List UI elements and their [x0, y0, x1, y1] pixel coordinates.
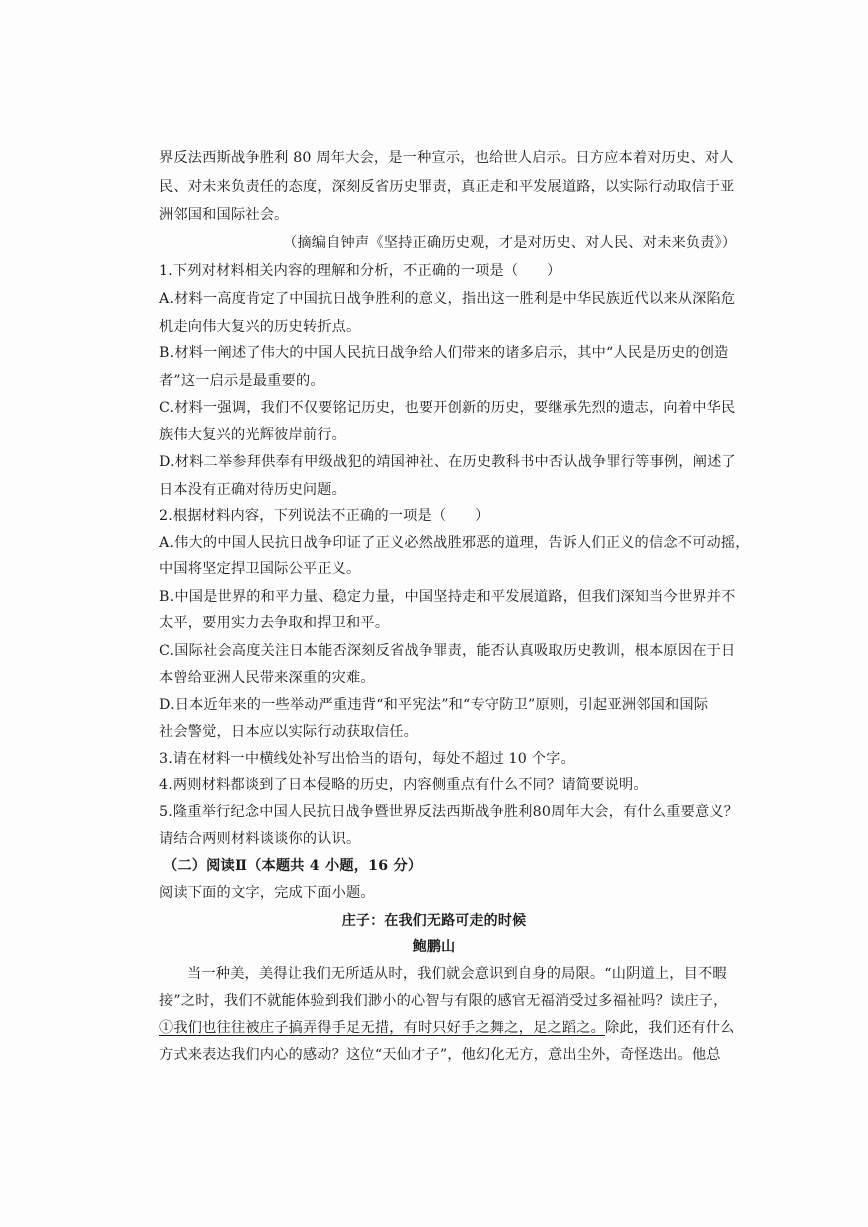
intro-line-1: 界反法西斯战争胜利 80 周年大会，是一种宣示，也给世人启示。日方应本着对历史、对人 — [159, 150, 734, 166]
q2-option-a-line-2: 中国将坚定捍卫国际公平正义。 — [159, 561, 361, 577]
q2-option-b-line-2: 太平，要用实力去争取和捍卫和平。 — [159, 615, 390, 631]
question-5-line-1: 5.隆重举行纪念中国人民抗日战争暨世界反法西斯战争胜利80周年大会，有什么重要意义？ — [159, 804, 739, 820]
paragraph-line-3 — [159, 1018, 735, 1038]
q2-option-d-line-1: D.日本近年来的一些举动严重违背“和平宪法”和“专守防卫”原则，引起亚洲邻国和国际 — [159, 697, 709, 713]
q2-option-c-line-2: 本曾给亚洲人民带来深重的灾难。 — [159, 670, 375, 686]
paragraph-line-2: 接”之时，我们不就能体验到我们渺小的心智与有限的感官无福消受过多福祉吗？读庄子， — [159, 993, 728, 1009]
q2-option-d-line-2: 社会警觉，日本应以实际行动获取信任。 — [159, 724, 418, 740]
q1-option-c-line-2: 族伟大复兴的光辉彼岸前行。 — [159, 427, 347, 443]
intro-line-2: 民、对未来负责任的态度，深刻反省历史罪责，真正走和平发展道路，以实际行动取信于亚 — [159, 179, 735, 195]
article-title: 庄子：在我们无路可走的时候 — [341, 913, 527, 929]
question-1-stem: 1.下列对材料相关内容的理解和分析，不正确的一项是（ ） — [159, 263, 562, 279]
q1-option-d-line-1: D.材料二举参拜供奉有甲级战犯的靖国神社、在历史教科书中否认战争罪行等事例，阐述了 — [159, 454, 736, 470]
q1-option-c-line-1: C.材料一强调，我们不仅要铭记历史，也要开创新的历史，要继承先烈的遗志，向着中华民 — [159, 400, 736, 416]
question-3: 3.请在材料一中横线处补写出恰当的语句，每处不超过 10 个字。 — [159, 751, 575, 767]
question-4: 4.两则材料都谈到了日本侵略的历史，内容侧重点有什么不同？请简要说明。 — [159, 777, 648, 793]
source-citation: （摘编自钟声《坚持正确历史观，才是对历史、对人民、对未来负责》） — [283, 235, 737, 251]
q1-option-a-line-1: A.材料一高度肯定了中国抗日战争胜利的意义，指出这一胜利是中华民族近代以来从深陷危 — [159, 291, 736, 307]
q2-option-c-line-1: C.国际社会高度关注日本能否深刻反省战争罪责，能否认真吸取历史教训，根本原因在于日 — [159, 643, 736, 659]
paragraph-line-1: 当一种美，美得让我们无所适从时，我们就会意识到自身的局限。“山阴道上，目不暇 — [187, 966, 727, 982]
question-5-line-2: 请结合两则材料谈谈你的认识。 — [159, 831, 361, 847]
question-2-stem: 2.根据材料内容，下列说法不正确的一项是（ ） — [159, 508, 490, 524]
q1-option-d-line-2: 日本没有正确对待历史问题。 — [159, 482, 347, 498]
q2-option-a-line-1: A.伟大的中国人民抗日战争印证了正义必然战胜邪恶的道理，告诉人们正义的信念不可动摇， — [159, 535, 750, 551]
intro-line-3: 洲邻国和国际社会。 — [159, 207, 289, 223]
q1-option-b-line-1: B.材料一阐述了伟大的中国人民抗日战争给人们带来的诸多启示，其中“人民是历史的创造 — [159, 345, 729, 361]
q1-option-a-line-2: 机走向伟大复兴的历史转折点。 — [159, 319, 361, 335]
article-author: 鲍鹏山 — [412, 939, 456, 955]
paragraph-line-4: 方式来表达我们内心的感动？这位“天仙才子”，他幻化无方，意出尘外，奇怪迭出。他总 — [159, 1047, 721, 1063]
section-heading: （二）阅读Ⅱ（本题共 4 小题，16 分） — [163, 858, 423, 874]
q1-option-b-line-2: 者”这一启示是最重要的。 — [159, 373, 325, 389]
q2-option-b-line-1: B.中国是世界的和平力量、稳定力量，中国坚持走和平发展道路，但我们深知当今世界并不 — [159, 589, 736, 605]
underlined-sentence-1: ①我们也往往被庄子搞弄得手足无措，有时只好手之舞之，足之蹈之。 — [159, 1020, 606, 1036]
paragraph-line-3-rest: 除此，我们还有什么 — [605, 1020, 735, 1036]
section-instruction: 阅读下面的文字，完成下面小题。 — [159, 885, 375, 901]
